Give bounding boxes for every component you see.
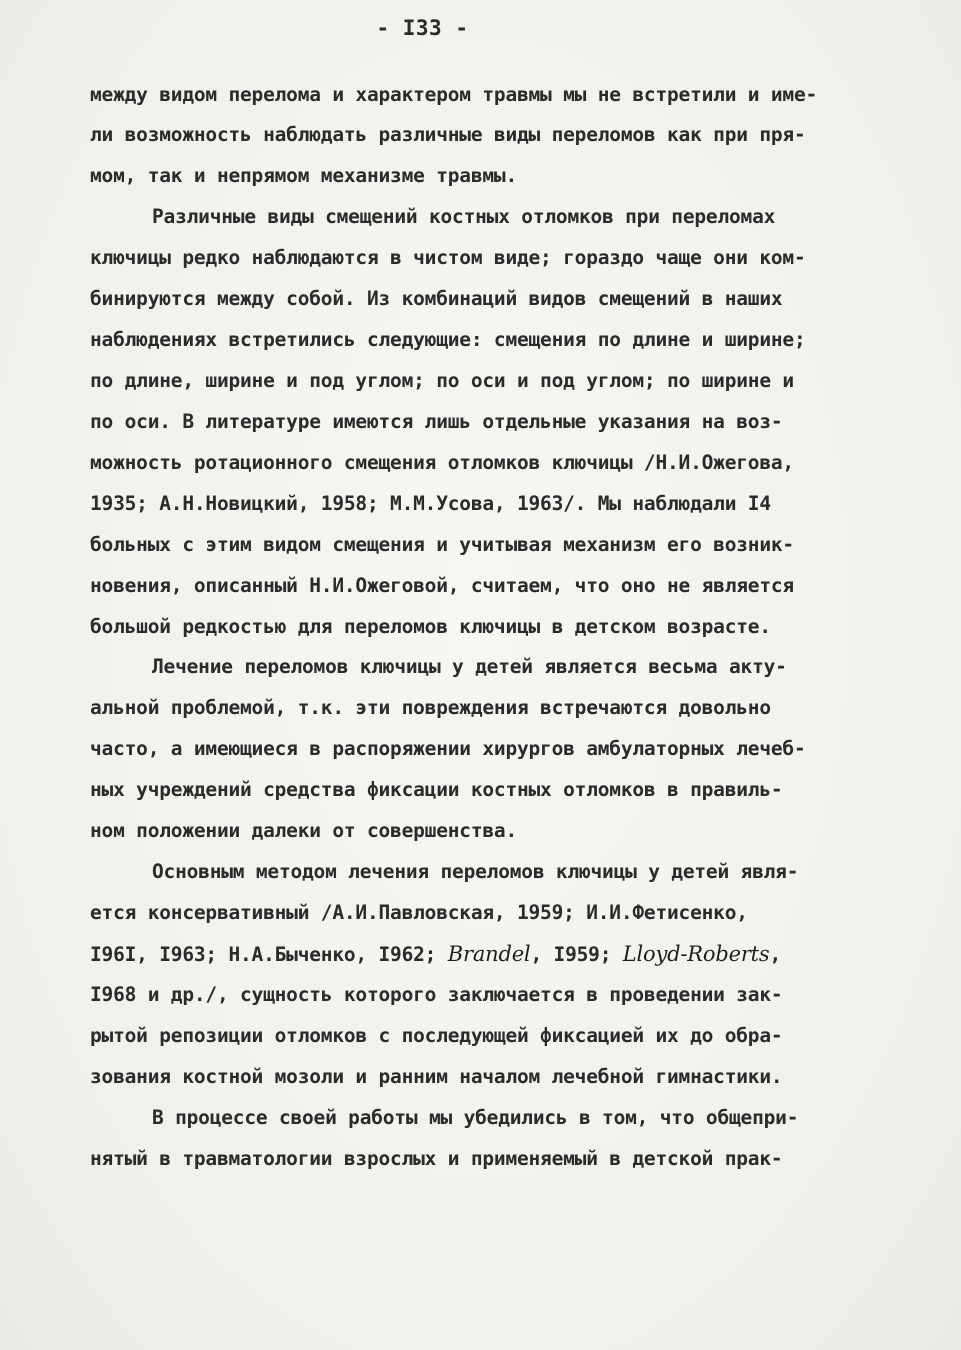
text-line: рытой репозиции отломков с последующей фиксацией их до обра- [90,1024,783,1047]
text-line: нятый в травматологии взрослых и применяемый в детской прак- [90,1147,783,1170]
text-line: по оси. В литературе имеются лишь отдельные указания на воз- [90,410,783,433]
text-line: можность ротационного смещения отломков ключицы /Н.И.Ожегова, [90,451,794,474]
text-line: ли возможность наблюдать различные виды переломов как при пря- [90,123,806,146]
text-line: больных с этим видом смещения и учитывая механизм его возник- [90,533,794,556]
text-line: 1935; А.Н.Новицкий, 1958; М.М.Усова, 1963/. Мы наблюдали I4 [90,492,771,515]
text-line: между видом перелома и характером травмы мы не встретили и име- [90,83,818,106]
text-segment: I96I, I963; Н.А.Быченко, I962; [90,943,448,966]
text-line: наблюдениях встретились следующие: смещения по длине и ширине; [90,328,806,351]
text-line: ном положении далеки от совершенства. [90,819,517,842]
text-line: большой редкостью для переломов ключицы в детском возрасте. [90,615,771,638]
text-line: ных учреждений средства фиксации костных отломков в правиль- [90,778,783,801]
text-line: часто, а имеющиеся в распоряжении хирургов амбулаторных лечеб- [90,737,806,760]
text-line: бинируются между собой. Из комбинаций видов смещений в наших [90,287,783,310]
page-number: - I33 - [376,16,469,40]
text-line: зования костной мозоли и ранним началом лечебной гимнастики. [90,1065,783,1088]
text-line: мом, так и непрямом механизме травмы. [90,164,517,187]
text-line: ется консервативный /А.И.Павловская, 1959; И.И.Фетисенко, [90,901,748,924]
text-line: альной проблемой, т.к. эти повреждения встречаются довольно [90,696,771,719]
text-segment: , [769,943,782,966]
text-line: I968 и др./, сущность которого заключается в проведении зак- [90,983,783,1006]
text-segment: , I959; [530,943,623,966]
text-line: ключицы редко наблюдаются в чистом виде; гораздо чаще они ком- [90,246,806,269]
text-line-with-handwriting [90,939,880,970]
paragraph-start-line: Лечение переломов ключицы у детей является весьма акту- [152,655,787,678]
text-line: по длине, ширине и под углом; по оси и под углом; по ширине и [90,369,794,392]
text-line: новения, описанный Н.И.Ожеговой, считаем, что оно не является [90,574,794,597]
paragraph-start-line: В процессе своей работы мы убедились в том, что общепри- [152,1106,799,1129]
paragraph-start-line: Различные виды смещений костных отломков при переломах [152,205,776,228]
paragraph-start-line: Основным методом лечения переломов ключицы у детей явля- [152,860,799,883]
handwritten-name: Lloyd-Roberts [622,942,770,966]
handwritten-name: Brandel [447,942,531,966]
